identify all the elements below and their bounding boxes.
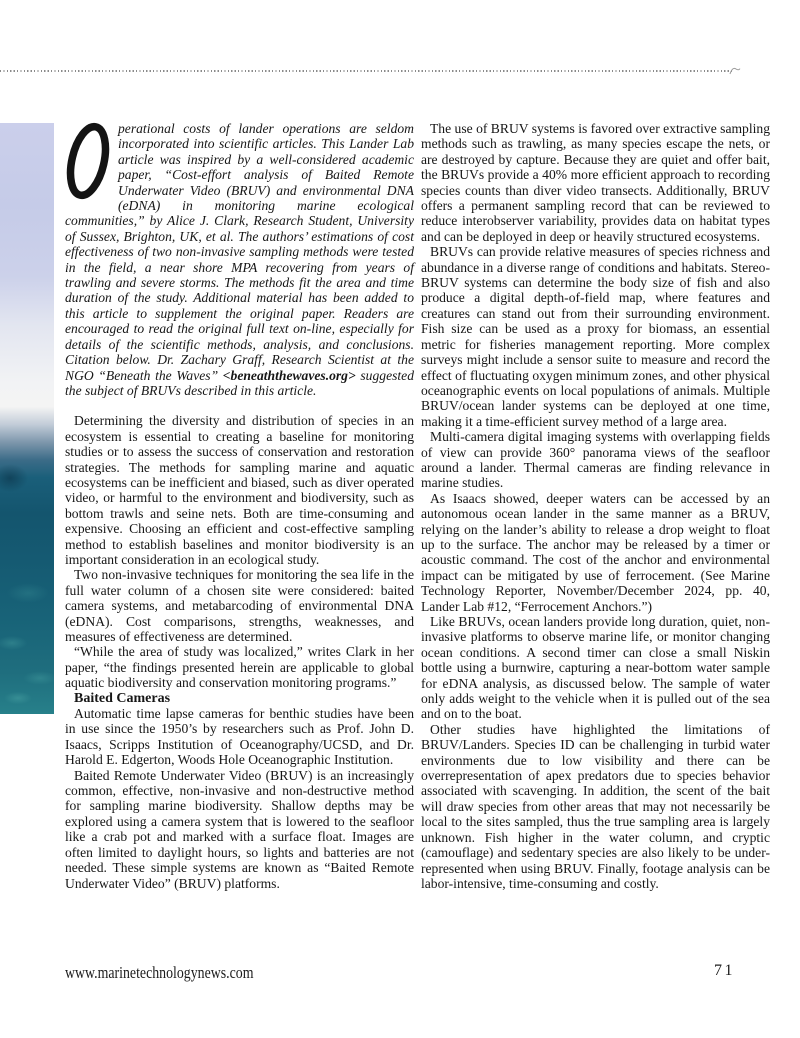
article-left-column [65, 121, 414, 891]
paragraph-automatic-cameras: Automatic time lapse cameras for benthic studies have been in use since the 1950’s by researchers such as Prof. John D. Isaacs, Scripps Institution of Oceanography/UCSD, and Dr. Harold E. Edgerton, Woods Hole Oceanographic Institution. [65, 706, 414, 768]
beneaththewaves-link-text: <beneaththewaves.org> [222, 367, 356, 383]
article-right-column [421, 121, 770, 891]
paragraph-limitations: Other studies have highlighted the limitations of BRUV/Landers. Species ID can be challenging in turbid water environments due to low visibility and there can be overrepresentation of apex predators due to species behavior associated with scavenging. In addition, the scent of the bait will draw species from other areas that may not necessarily be local to the sites sampled, thus the true sampling area is largely unknown. Fish higher in the water column, and cryptic (camouflage) and sedentary species are also likely to be under-represented when using BRUV. Finally, footage analysis can be labor-intensive, time-consuming and costly. [421, 721, 770, 891]
paragraph-clark-quote: “While the area of study was localized,” writes Clark in her paper, “the findings presented herein are applicable to global aquatic biodiversity and conservation monitoring programs.” [65, 644, 414, 691]
paragraph-determining-diversity: Determining the diversity and distribution of species in an ecosystem is essential to creating a baseline for monitoring studies or to assess the success of conservation and restoration strategies. The methods for sampling marine and aquatic ecosystems can be inefficient and biased, such as diver operated video, or harmful to the environment and biodiversity, such as bottom trawls and seine nets. Both are time-consuming and expensive. Choosing an efficient and cost-effective sampling method to establish baselines and monitor biodiversity is an important consideration in an ecological study. [65, 413, 414, 567]
dropcap-o-glyph [65, 122, 111, 200]
top-dotted-rule [0, 70, 733, 72]
intro-text-end: suggested the subject of BRUVs described in this article. [65, 367, 414, 398]
section-heading-baited-cameras: Baited Cameras [74, 690, 171, 706]
ocean-photo-strip [0, 123, 54, 714]
paragraph-multicamera: Multi-camera digital imaging systems with overlapping fields of view can provide 360° panorama views of the seafloor around a lander. Thermal cameras are finding relevance in marine studies. [421, 429, 770, 491]
paragraph-two-techniques: Two non-invasive techniques for monitoring the sea life in the full water column of a chosen site were considered: baited camera systems, and metabarcoding of environmental DNA (eDNA). Cost comparisons, strengths, weaknesses, and measures of effectiveness are determined. [65, 567, 414, 644]
paragraph-isaacs-landers: As Isaacs showed, deeper waters can be accessed by an autonomous ocean lander in the same manner as a BRUV, relying on the lander’s ability to release a drop weight to float up to the surface. The anchor may be released by a timer or acoustic command. The cost of the anchor and environmental impact can be mitigated by use of ferrocement. (See Marine Technology Reporter, November/December 2024, pp. 40, Lander Lab #12, “Ferrocement Anchors.”) [421, 490, 770, 614]
paragraph-bruv-favored: The use of BRUV systems is favored over extractive sampling methods such as trawling, as many species escape the nets, or are destroyed by capture. Because they are quiet and offer bait, the BRUVs provide a 40% more efficient approach to recording species counts than diver video transects. Additionally, BRUV offers a permanent sampling record that can be reviewed to reduce interobserver variability, provides data on habitat types and can be deployed in deep or heavily structured ecosystems. [421, 121, 770, 244]
paragraph-bruv-platforms: Baited Remote Underwater Video (BRUV) is an increasingly common, effective, non-invasive and non-destructive method for sampling marine biodiversity. Shallow depths may be explored using a camera system that is lowered to the seafloor like a crab pot and marked with a surface float. Images are often limited to daylight hours, so lights and batteries are not needed. These simple systems are known as “Baited Remote Underwater Video” (BRUV) platforms. [65, 767, 414, 891]
paragraph-species-richness: BRUVs can provide relative measures of species richness and abundance in a diverse range of conditions and habitats. Stereo-BRUV systems can determine the body size of fish and also produce a digital depth-of-field map, where features and creatures can stand out from their surrounding environment. Fish size can be used as a proxy for biomass, an essential metric for fisheries management reporting. More complex surveys might include a sensor suite to measure and record the effect of fluctuating oxygen minimum zones, and other physical oceanographic events on local populations of animals. Multiple BRUV/ocean lander systems can be deployed at one time, making it a time-efficient survey method of a large area. [421, 244, 770, 429]
footer-website-url: www.marinetechnologynews.com [65, 963, 254, 982]
intro-text: perational costs of lander operations are seldom incorporated into scientific articles. This Lander Lab article was inspired by a well-considered academic paper, “Cost-effort analysis of Baited Remote Underwater Video (BRUV) and environmental DNA (eDNA) in monitoring marine ecological communities,” by Alice J. Clark, Research Student, University of Sussex, Brighton, UK, et al. The authors’ estimations of cost effectiveness of two non-invasive sampling methods were tested in the field, a near shore MPA recovering from years of trawling and severe storms. The methods fit the area and time duration of the study. Additional material has been added to this article to supplement the original paper. Readers are encouraged to read the original full text on-line, especially for details of the scientific methods, analysis, and conclusions. Citation below. Dr. Zachary Graff, Research Scientist at the NGO “Beneath the Waves” [65, 121, 414, 383]
paragraph-ocean-landers: Like BRUVs, ocean landers provide long duration, quiet, non-invasive platforms to observe marine life, or monitor changing ocean conditions. A second timer can close a small Niskin bottle using a burnwire, capturing a near-bottom water sample for eDNA analysis, as discussed below. The sample of water only adds weight to the vehicle when it is pulled out of the sea and on to the boat. [421, 614, 770, 722]
footer-page-number: 71 [714, 962, 735, 979]
intro-paragraph [65, 121, 414, 398]
rule-end-hook-icon [729, 62, 741, 80]
dropcap [65, 122, 112, 200]
